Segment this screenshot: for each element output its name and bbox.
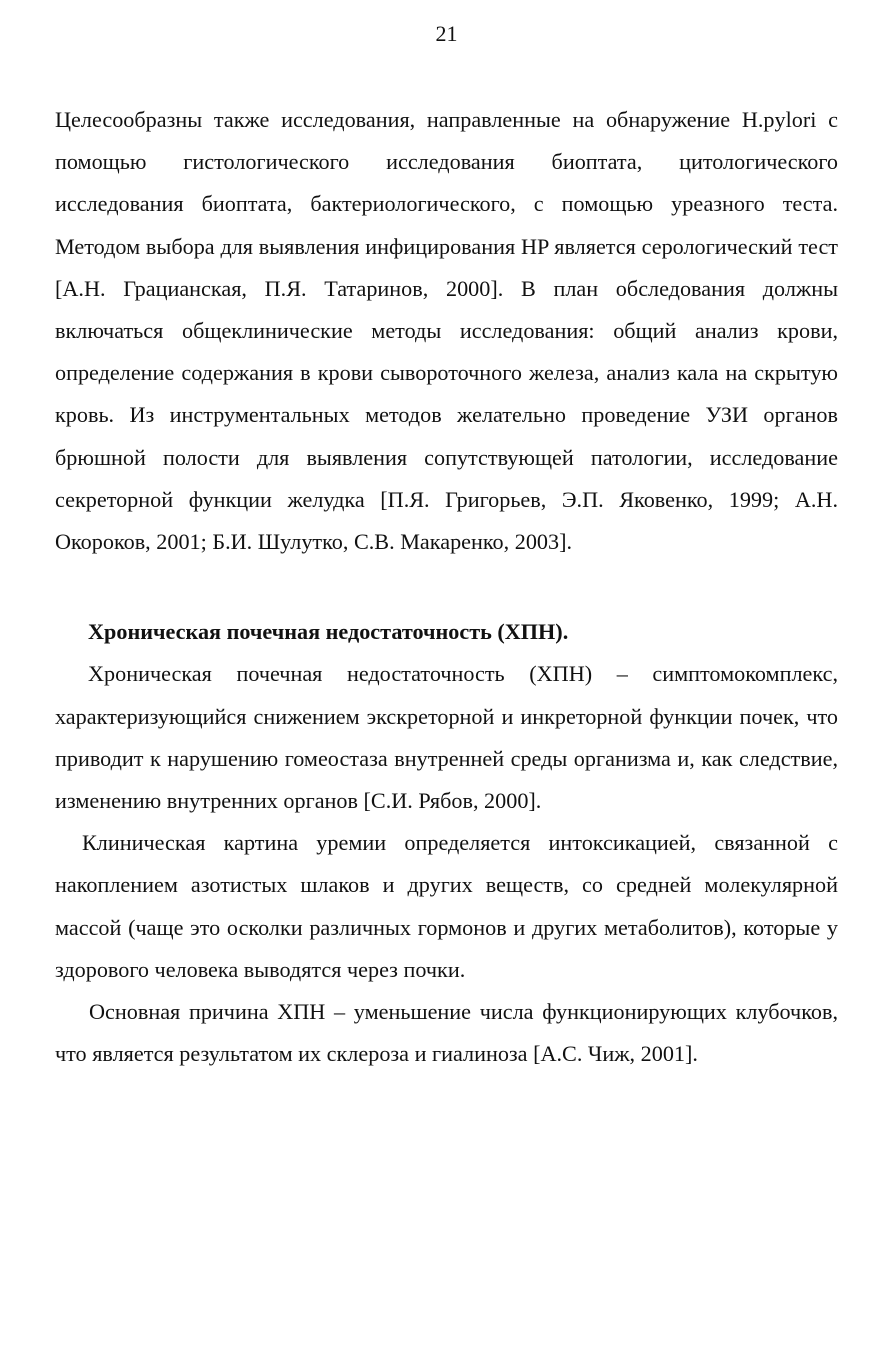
paragraph-crf-definition: Хроническая почечная недостаточность (ХПН) – симптомокомплекс, характеризующийся снижением экскреторной и инкреторной функции почек, что приводит к нарушению гомеостаза внутренней среды организма и, как следствие, изменению внутренних органов [С.И. Рябов, 2000]. bbox=[55, 661, 838, 814]
paragraph-uremia-clinical-picture: Клиническая картина уремии определяется интоксикацией, связанной с накоплением азотистых шлаков и других веществ, со средней молекулярной массой (чаще это осколки различных гормонов и других метаболитов), которые у здорового человека выводятся через почки. bbox=[55, 830, 838, 982]
paragraph-crf-main-cause: Основная причина ХПН – уменьшение числа функционирующих клубочков, что является результатом их склероза и гиалиноза [А.С. Чиж, 2001]. bbox=[55, 999, 838, 1067]
paragraph-hpylori-diagnostics: Целесообразны также исследования, направленные на обнаружение H.pylori с помощью гистологического исследования биоптата, цитологического исследования биоптата, бактериологического, с помощью уреазного теста. Методом выбора для выявления инфицирования HP является серологический тест [А.Н. Грацианская, П.Я. Татаринов, 2000]. В план обследования должны включаться общеклинические методы исследования: общий анализ крови, определение содержания в крови сывороточного железа, анализ кала на скрытую кровь. Из инструментальных методов желательно проведение УЗИ органов брюшной полости для выявления сопутствующей патологии, исследование секреторной функции желудка [П.Я. Григорьев, Э.П. Яковенко, 1999; А.Н. Окороков, 2001; Б.И. Шулутко, С.В. Макаренко, 2003]. bbox=[55, 107, 838, 555]
document-body bbox=[55, 99, 838, 1075]
section-heading-chronic-renal-failure: Хроническая почечная недостаточность (ХПН). bbox=[88, 619, 569, 645]
page-number: 21 bbox=[435, 21, 458, 46]
